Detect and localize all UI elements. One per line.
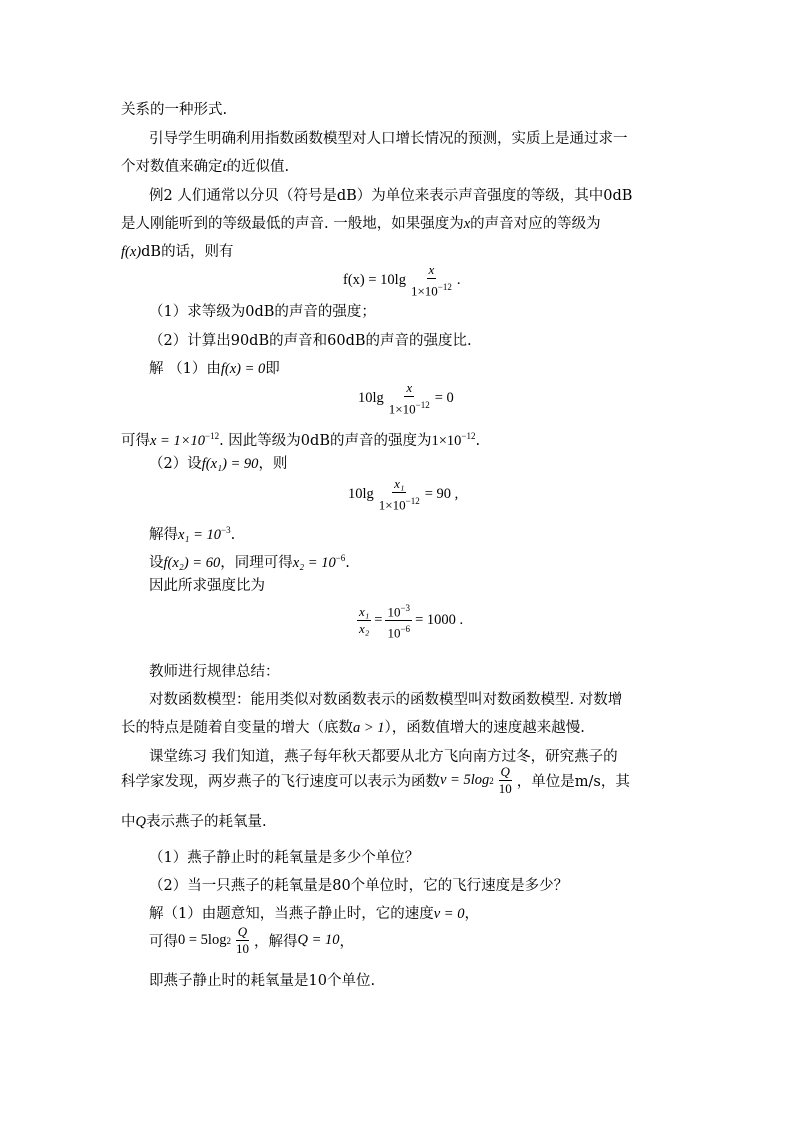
eq-denominator: x₂ xyxy=(359,621,370,637)
log-base: 2 xyxy=(489,775,494,786)
teacher-summary: 教师进行规律总结： xyxy=(149,664,280,680)
math-expr: x₂ = 10 xyxy=(292,554,336,571)
eq-lhs: 10lg xyxy=(358,390,384,407)
math-var: t xyxy=(222,159,227,175)
text-span: 即 xyxy=(265,361,280,377)
math-expr: x = 1×10 xyxy=(150,432,206,449)
eq-rhs: = 0 xyxy=(434,390,454,407)
solution-2-start xyxy=(149,454,287,474)
math-expr: 1×10 xyxy=(431,432,462,449)
text-span: 解 （1）由 xyxy=(149,361,221,377)
paragraph-intro: 关系的一种形式. xyxy=(121,102,228,118)
math-expr: v = 5log xyxy=(440,772,490,788)
text-span: （2）设 xyxy=(149,456,202,472)
equation-solve-90 xyxy=(348,476,458,513)
text-span: 设 xyxy=(149,554,164,571)
text-span: 表示燕子的耗氧量. xyxy=(145,814,267,830)
math-var: Q xyxy=(135,814,146,830)
eq-numerator: x xyxy=(428,262,435,277)
eq-rhs: = 1000 . xyxy=(415,612,464,629)
eq-fraction xyxy=(234,924,251,957)
eq-fraction xyxy=(387,380,432,417)
exponent: −6 xyxy=(400,624,411,635)
example2-line2 xyxy=(121,214,601,234)
text-span: ，则 xyxy=(258,456,288,472)
exponent: −12 xyxy=(437,282,452,292)
text-span: 解（1）由题意知，当燕子静止时，它的速度 xyxy=(149,906,434,922)
practice-question-2: （2）当一只燕子的耗氧量是80个单位时，它的飞行速度是多少？ xyxy=(149,878,569,894)
text-span: 的近似值. xyxy=(226,159,290,175)
eq-denominator xyxy=(387,397,432,417)
eq-fraction xyxy=(409,262,454,299)
eq-numerator: x xyxy=(406,380,413,395)
eq-numerator: x₁ xyxy=(394,476,405,491)
text-span: 中 xyxy=(121,814,136,830)
solution-2-x2: 设f(x₂) = 60，同理可得$x_2 = 10^{-6}$. xyxy=(149,553,350,571)
text-span: 科学家发现，两岁燕子的飞行速度可以表示为函数 xyxy=(121,774,440,790)
practice-solution-3: 即燕子静止时的耗氧量是10个单位. xyxy=(149,973,376,989)
exponent: −12 xyxy=(415,400,430,410)
text-span: . 因此等级为0dB的声音的强度为 xyxy=(219,432,432,449)
model-line2 xyxy=(121,718,585,738)
math-expr: v = 0 xyxy=(433,906,465,922)
text-span: 可得 xyxy=(121,432,150,449)
eq-rhs: = 90 , xyxy=(424,486,459,503)
math-expr: f(x) xyxy=(121,244,142,260)
text-span: ，单位是m/s，其 xyxy=(516,774,630,790)
num-base: 10 xyxy=(387,604,401,620)
math-expr: f(x) = 0 xyxy=(220,361,266,377)
log-base: 2 xyxy=(226,935,231,946)
text-span: dB的话，则有 xyxy=(141,244,234,260)
eq-lhs: f(x) = 10lg xyxy=(343,272,406,289)
equation-decibel: f(x) = 10lg $\frac{x}{1\times 10^{-12}}$ . xyxy=(343,262,461,299)
eq-fraction xyxy=(497,764,514,797)
eq-numerator: Q xyxy=(237,924,248,939)
eq-denominator: 10 xyxy=(235,941,249,956)
question-2: （2）计算出90dB的声音和60dB的声音的强度比. xyxy=(149,333,472,349)
solution-1-start xyxy=(149,359,280,379)
text-span: 是人刚能听到的等级最低的声音. 一般地，如果强度为 xyxy=(121,216,464,232)
eq-fraction xyxy=(385,600,412,642)
den-base: 1×10 xyxy=(410,283,438,299)
exponent: −3 xyxy=(400,603,411,613)
exponent: −12 xyxy=(405,496,420,506)
eq-numerator: Q xyxy=(500,764,510,779)
den-base: 10 xyxy=(387,625,401,641)
eq-denominator xyxy=(377,493,422,513)
math-expr: f(x₂) = 60 xyxy=(163,554,221,571)
text-span: 个对数值来确定 xyxy=(121,159,223,175)
eq-denominator xyxy=(409,279,454,299)
paragraph-guide-line1: 引导学生明确利用指数函数模型对人口增长情况的预测，实质上是通过求一 xyxy=(149,131,628,147)
eq-numerator: x₁ xyxy=(359,604,370,620)
practice-question-1: （1）燕子静止时的耗氧量是多少个单位？ xyxy=(149,850,420,866)
practice-solution-1: 解（1）由题意知，当燕子静止时，它的速度v = 0， xyxy=(149,906,479,922)
eq-fraction xyxy=(357,604,371,637)
eq-fraction xyxy=(377,476,422,513)
exponent: −3 xyxy=(221,525,231,535)
question-1: （1）求等级为0dB的声音的强度； xyxy=(149,304,376,320)
exponent: −6 xyxy=(335,553,346,563)
example2-line1: 例2 人们通常以分贝（符号是dB）为单位来表示声音强度的等级，其中0dB xyxy=(149,188,633,204)
exponent: −12 xyxy=(205,431,220,441)
model-line1: 对数函数模型：能用类似对数函数表示的函数模型叫对数函数模型. 对数增 xyxy=(149,692,623,708)
eq-denominator: 10 xyxy=(498,781,512,796)
math-expr: Q = 10 xyxy=(297,932,340,948)
text-span: ，解得 xyxy=(253,934,298,950)
math-expr: x₁ = 10 xyxy=(178,526,222,543)
ratio-intro: 因此所求强度比为 xyxy=(149,578,265,594)
math-expr: 0 = 5log xyxy=(178,932,227,948)
eq-lhs: 10lg xyxy=(348,486,374,503)
math-var: x xyxy=(463,216,471,232)
text-span: ），函数值增大的速度越来越慢. xyxy=(384,720,585,736)
solution-2-x1: 解得$x_1 = 10^{-3}$. xyxy=(149,525,236,543)
example2-line3 xyxy=(121,242,234,262)
exponent: −12 xyxy=(461,431,476,441)
text-span: 可得 xyxy=(149,934,178,950)
practice-solution-2: 可得 0 = 5log 2 $\frac{Q}{10}$ ，解得 Q = 10 ， xyxy=(149,924,354,956)
text-span: 长的特点是随着自变量的增大（底数 xyxy=(121,720,353,736)
text-span: 的声音对应的等级为 xyxy=(470,216,601,232)
paragraph-guide-line2 xyxy=(121,157,289,177)
math-expr: f(x₁) = 90 xyxy=(201,456,259,472)
den-base: 1×10 xyxy=(388,401,416,417)
equation-ratio: $\frac{\text{x₁}}{\text{x₂}}$ = $\frac{10^{-3}}{10^{-6}}$ = 1000 . xyxy=(354,600,463,642)
practice-line3 xyxy=(121,812,267,832)
text-span: ，同理可得 xyxy=(220,554,293,571)
math-expr: a > 1 xyxy=(353,720,385,736)
den-base: 1×10 xyxy=(378,497,406,513)
equation-solve-zero xyxy=(358,380,454,417)
eq-denominator xyxy=(385,621,412,641)
practice-line1: 课堂练习 我们知道，燕子每年秋天都要从北方飞向南方过冬，研究燕子的 xyxy=(149,749,618,765)
solution-1-result: 可得$x = 1\times 10^{-12}$. 因此等级为0dB的声音的强度为$1\times 10^{-12}$. xyxy=(121,431,481,449)
practice-line2 xyxy=(121,764,630,797)
text-span: 解得 xyxy=(149,526,178,543)
eq-numerator xyxy=(385,600,412,621)
